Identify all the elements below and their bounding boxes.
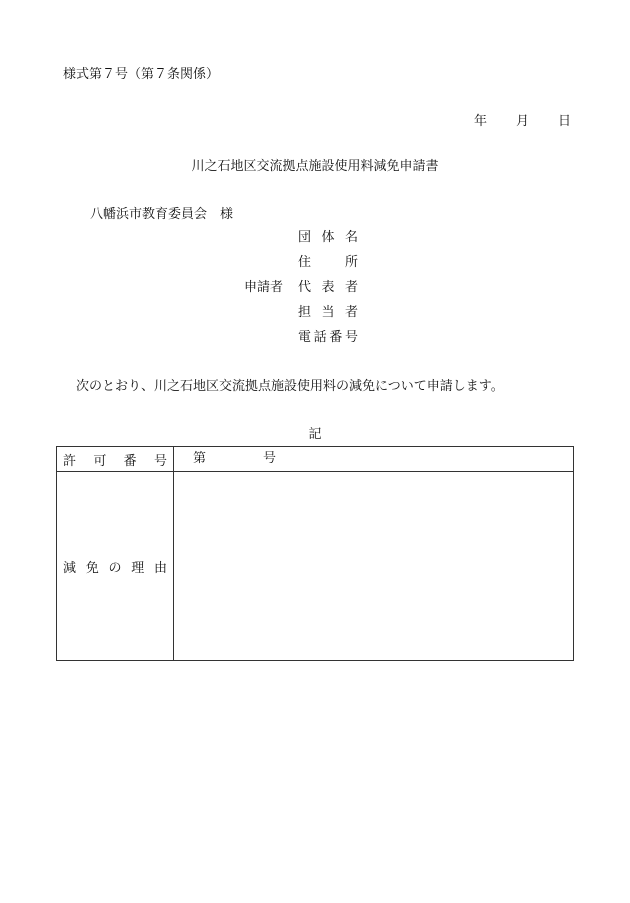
contact-person-label: 担当者 (298, 305, 358, 320)
permit-number-suffix: 号 (263, 451, 277, 466)
phone-label: 電話番号 (298, 330, 358, 345)
form-number: 様式第７号（第７条関係） (63, 67, 220, 82)
applicant-prefix: 申請者 (244, 280, 284, 295)
applicant-group-name-row (244, 230, 364, 246)
address-label: 住所 (298, 255, 358, 270)
record-table (56, 446, 574, 661)
applicant-representative-row (244, 280, 364, 296)
group-name-label: 団体名 (298, 230, 358, 245)
representative-label: 代表者 (298, 280, 358, 295)
ki-mark: 記 (308, 427, 322, 442)
permit-number-row (57, 447, 574, 472)
applicant-contact-person-row (244, 305, 364, 321)
permit-number-prefix: 第 (193, 451, 207, 466)
reduction-reason-value-cell[interactable] (174, 472, 574, 661)
date-month: 月 (516, 114, 530, 129)
applicant-address-row (244, 255, 364, 271)
date-year: 年 (474, 114, 488, 129)
date-day: 日 (558, 114, 572, 129)
permit-number-label: 許可番号 (63, 453, 167, 469)
addressee: 八幡浜市教育委員会 様 (90, 207, 234, 222)
reduction-reason-row (57, 472, 574, 661)
reduction-reason-label-cell (57, 472, 174, 661)
reduction-reason-label: 減免の理由 (63, 560, 167, 576)
document-title: 川之石地区交流拠点施設使用料減免申請書 (191, 159, 439, 174)
permit-number-label-cell (57, 447, 174, 472)
date-line (474, 115, 571, 128)
applicant-phone-row (244, 330, 364, 346)
permit-number-value-cell[interactable] (174, 447, 574, 472)
application-statement: 次のとおり、川之石地区交流拠点施設使用料の減免について申請します。 (76, 379, 504, 394)
